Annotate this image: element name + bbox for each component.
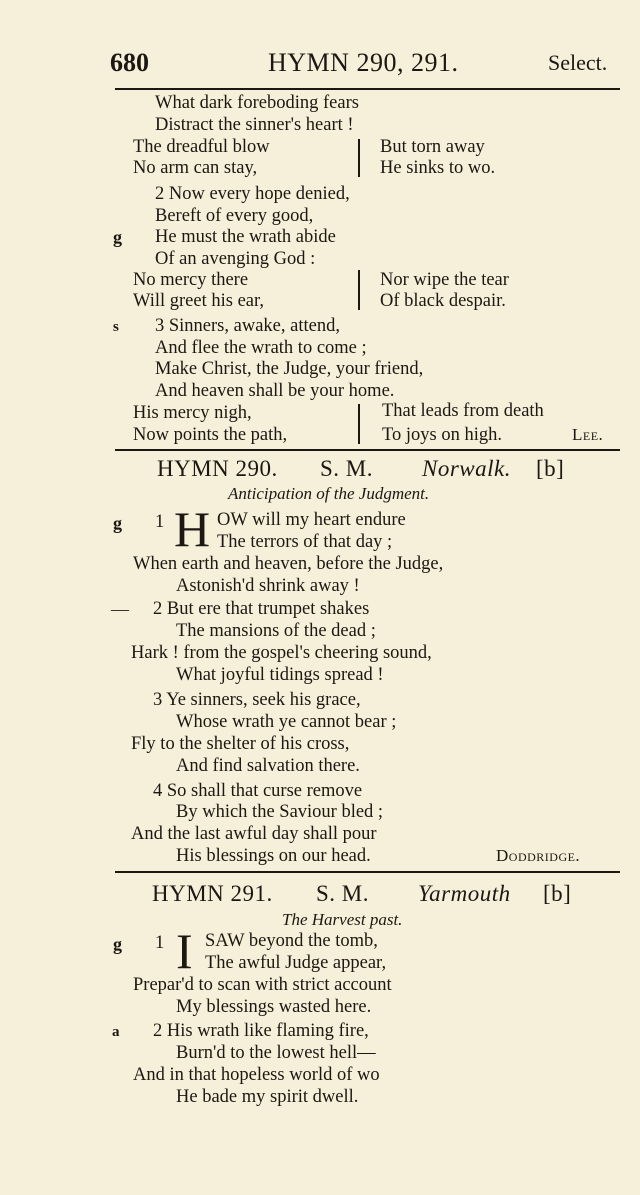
verse-line: The awful Judge appear, — [205, 953, 387, 973]
column-divider — [358, 404, 360, 444]
verse-line: What dark foreboding fears — [155, 93, 359, 113]
verse-line: Prepar'd to scan with strict account — [133, 975, 392, 995]
author-credit: Doddridge. — [496, 846, 581, 865]
hymn-meter: S. M. — [320, 456, 373, 481]
verse-line: 2 Now every hope denied, — [155, 184, 350, 204]
verse-line: My blessings wasted here. — [176, 997, 372, 1017]
hymn-title: HYMN 290. — [157, 456, 278, 481]
verse-line: No mercy there — [133, 270, 249, 290]
dynamics-mark: g — [113, 934, 122, 954]
verse-line: 3 Sinners, awake, attend, — [155, 316, 340, 336]
hymn-key: [b] — [536, 456, 565, 481]
verse-line: Of black despair. — [380, 291, 506, 311]
verse-line: The dreadful blow — [133, 137, 270, 157]
dynamics-mark: g — [113, 513, 122, 533]
dynamics-mark: a — [112, 1024, 120, 1040]
verse-line: By which the Saviour bled ; — [176, 802, 384, 822]
verse-line: OW will my heart endure — [217, 510, 406, 530]
verse-line: Burn'd to the lowest hell— — [176, 1043, 376, 1063]
author-credit: Lee. — [572, 425, 604, 444]
verse-line: What joyful tidings spread ! — [176, 665, 384, 685]
verse-line: That leads from death — [382, 401, 544, 421]
verse-line: Whose wrath ye cannot bear ; — [176, 712, 397, 732]
hymn-meter: S. M. — [316, 881, 369, 906]
dynamics-mark: — — [111, 599, 129, 619]
verse-line: But torn away — [380, 137, 485, 157]
verse-line: SAW beyond the tomb, — [205, 931, 378, 951]
running-title: HYMN 290, 291. — [268, 48, 459, 77]
verse-line: Nor wipe the tear — [380, 270, 509, 290]
hymn-subtitle: Anticipation of the Judgment. — [228, 484, 430, 503]
verse-line: 2 His wrath like flaming fire, — [153, 1021, 369, 1041]
verse-line: The mansions of the dead ; — [176, 621, 376, 641]
verse-line: And in that hopeless world of wo — [133, 1065, 380, 1085]
verse-line: And flee the wrath to come ; — [155, 338, 367, 358]
verse-line: 3 Ye sinners, seek his grace, — [153, 690, 361, 710]
header-rule — [115, 88, 620, 90]
verse-number: 1 — [155, 933, 165, 953]
section-rule — [115, 871, 620, 873]
verse-line: Now points the path, — [133, 425, 288, 445]
verse-line: And the last awful day shall pour — [131, 824, 377, 844]
drop-cap: H — [174, 501, 211, 557]
dynamics-mark: g — [113, 227, 122, 247]
verse-line: No arm can stay, — [133, 158, 258, 178]
verse-number: 1 — [155, 512, 165, 532]
drop-cap: I — [176, 923, 193, 979]
verse-line: And find salvation there. — [176, 756, 360, 776]
section-rule — [115, 449, 620, 451]
section-label: Select. — [548, 50, 608, 75]
verse-line: Of an avenging God : — [155, 249, 316, 269]
verse-line: His mercy nigh, — [133, 403, 252, 423]
verse-line: He must the wrath abide — [155, 227, 336, 247]
hymn-key: [b] — [543, 881, 572, 906]
verse-line: Hark ! from the gospel's cheering sound, — [131, 643, 432, 663]
dynamics-mark: s — [113, 319, 119, 335]
verse-line: His blessings on our head. — [176, 846, 371, 866]
verse-line: He sinks to wo. — [380, 158, 496, 178]
verse-line: Distract the sinner's heart ! — [155, 115, 354, 135]
verse-line: Astonish'd shrink away ! — [176, 576, 360, 596]
page-number: 680 — [110, 48, 149, 77]
column-divider — [358, 139, 360, 177]
verse-line: And heaven shall be your home. — [155, 381, 395, 401]
verse-line: When earth and heaven, before the Judge, — [133, 554, 444, 574]
verse-line: To joys on high. — [382, 425, 502, 445]
column-divider — [358, 270, 360, 310]
verse-line: The terrors of that day ; — [217, 532, 393, 552]
hymn-title: HYMN 291. — [152, 881, 273, 906]
hymn-tune: Yarmouth — [418, 881, 511, 906]
hymn-tune: Norwalk. — [422, 456, 511, 481]
verse-line: Fly to the shelter of his cross, — [131, 734, 350, 754]
verse-line: He bade my spirit dwell. — [176, 1087, 359, 1107]
verse-line: Bereft of every good, — [155, 206, 314, 226]
verse-line: Will greet his ear, — [133, 291, 265, 311]
verse-line: 4 So shall that curse remove — [153, 781, 363, 801]
verse-line: Make Christ, the Judge, your friend, — [155, 359, 424, 379]
hymn-subtitle: The Harvest past. — [282, 910, 403, 929]
verse-line: 2 But ere that trumpet shakes — [153, 599, 370, 619]
